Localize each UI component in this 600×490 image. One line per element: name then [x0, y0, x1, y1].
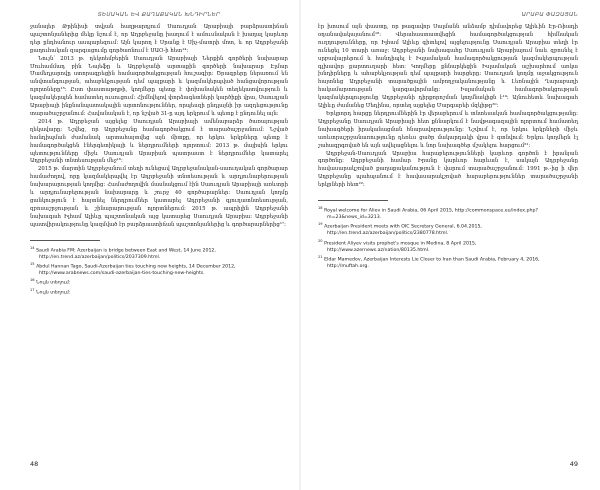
footnote-text: Նույն տեղում:: [36, 290, 71, 296]
right-page: [300, 0, 600, 490]
left-paragraph: Նույն՝ 2013 թ. դեկտեմբերին Սաուդյան Արաբիայի Ներքին գործերի նախարար Մուհամմադ բին Նայեֆը և Ադրբեջանի արտաքին գործերի նախարար Էլմար Մամեդյարովը ստորագրեցին համագործակցության հուշագիր: Ծրագրերը ներառում են անվտանգության, ահաբեկչության դեմ պայքարի և կազմակերպված հանցավորության ոլորտները¹⁵: Ըստ փաստաթղթի, կողմերը պետք է փոխանակեն տեղեկատվություն և կազմակերպեն համատեղ ուսուցում: Հիմնվելով փորձագետների կարծիքի վրա, Սաուդյան Արաբիայի ինքնանպատակային արտոնություններ, որպեսզի ընդլայնի իր ազդեցությունը տարածաշրջանում: Հավանական է, որ նշված 31-ը այդ երկրում և պետք է ընդունել այն:: [30, 55, 288, 117]
footnote-number: 21: [318, 255, 323, 260]
footnote-number: 20: [318, 238, 323, 243]
footnote-text: Royal welcome for Aliev in Saudi Arabia, 06 April 2015, http://commonspace.eu/index.php?m=23&news_id=3213.: [324, 208, 538, 220]
footnote-number: 17: [30, 288, 35, 293]
footnote: [318, 221, 578, 237]
footnote: [318, 238, 578, 254]
footnote-text: Abdul Hannan Tago, Saudi-Azerbaijan ties touching new heights, 14 December 2012, http://www.arabnews.com/saudi-azerbaijan-ties-touching-new-heights.: [36, 264, 236, 276]
footnote: [318, 254, 578, 270]
footnote: [30, 277, 288, 287]
footnote-text: Նույն տեղում:: [36, 280, 71, 286]
left-running-head: ՏԵՍԱԿԱՆ ԵՎ ՔԱՂԱՔԱԿԱՆ ԽՆԴԻՐՆԵՐ: [97, 12, 221, 18]
right-paragraph: Ադրբեջան-Սաուդյան Արաբիա հարաբերությունների կարևոր գործոն է իրանյան գործոնը: Ադրբեջանի համար Իրանը կարևոր հարևան է, սակայն Ադրբեջանը հավասարակշռված քաղաքականություն է վարում տարածաշրջանում: 1991 թ.-ից ի վեր Ադրբեջանը պահպանում է հավասարակշռված հարաբերություններ տարածաշրջանի երկրների հետ²²:: [318, 150, 578, 189]
footnote: [30, 245, 288, 261]
left-footnote-rule: [30, 240, 100, 241]
right-paragraph: էր խոսում այն փաստը, որ թագավոր Սալմանն անձամբ դիմավորեց Ալիևին Էր-Ռիադի օդանավակայանում¹⁸: Վերահաստատվեցին համագործակցության հիմնական ուղղությունները, որ Իլհամ Ալիևը գիտելով այցելությունը Սաուդյան Արաբիա տեղի էր ունեցել 10 տարի առաջ: Ադրբեջանի նախագահը Սաուդյան Արաբիայում նաև զբոսնել է սրբավայրերում և հանդիպել է Իսլամական համագործակցության կազմակերպության գլխավոր քարտուղարի հետ: Կողմերը քննարկեցին Իսլամական աշխարհում առկա խնդիրները և ահաբեկչության դեմ պայքարի հարցերը: Սաուդյան կողմը աջակցություն հայտնեց Ադրբեջանի տարածքային ամբողջականությանը և Լեռնային Ղարաբաղի հակամարտության կարգավորմանը: Իսլամական համագործակցության կազմակերպությունը Ադրբեջանի դիրքորոշման կողմնակիցն է¹⁹: Այնուհետև նախագահ Ալիևը ժամանեց Մեդինա, որտեղ այցելեց Մարգարեի մզկիթը²⁰:: [318, 24, 578, 110]
left-page-number: 48: [30, 460, 39, 468]
left-paragraph: 2015 թ. մարտին Ադրբեջանում տեղի ունեցավ Ադրբեջանական-սաուդական գործարար համաժողով, որը կազմակերպվել էր Ադրբեջանի տնտեսության և արդյունաբերության նախարարության կողմից: Համաժողովին մասնակցում էին Սաուդյան Արաբիայի առևտրի և արդյունաբերության նախարարը և շուրջ 40 գործարարներ: Սաուդյան կողմը ցանկություն է հայտնել ներդրումներ կատարել Ադրբեջանի գյուղատնտեսության, զբոսաշրջության և շինարարության ոլորտներում: 2015 թ. ապրիլին Ադրբեջանի նախագահ Իլհամ Ալիևը պաշտոնական այց կատարեց Սաուդյան Արաբիա: Ադրբեջանի պատվիրակությունը կազմված էր բարձրաստիճան պաշտոնյաներից և գործարարներից¹⁷:: [30, 166, 288, 228]
footnote-number: 14: [30, 245, 35, 250]
footnote-text: Saudi Arabia FM: Azerbaijan is bridge between East and West, 14 June 2012, http://en.trend.az/azerbaijan/politics/2037309.html.: [36, 248, 216, 260]
footnote-number: 15: [30, 261, 35, 266]
left-footnotes: [30, 245, 288, 298]
footnote-number: 16: [30, 278, 35, 283]
right-running-head: ԱՐԱԲԱ ՓԱԶԱՅԱՆ: [521, 12, 578, 18]
right-footnote-rule: [318, 200, 388, 201]
right-footnotes: [318, 205, 578, 271]
right-page-number: 49: [569, 460, 578, 468]
footnote-number: 19: [318, 222, 323, 227]
footnote: [30, 287, 288, 297]
footnote-number: 18: [318, 206, 323, 211]
footnote: [318, 205, 578, 221]
footnote-text: President Aliyev visits prophet's mosque in Medina, 8 April 2015, http://www.azernews.az/nation/80135.html.: [324, 241, 477, 253]
right-paragraph: Երկրորդ հարցը ներդրումներին էր վերաբերում և տնտեսական համագործակցությանը: Ադրբեջանը Սաուդյան Արաբիայի հետ քննարկում է նավթագազային ոլորտում համատեղ նախագծերի իրականացման հնարավորությունը: Նշվում է, որ երկու երկրների միջև առևտրաշրջանառությունը դեռևս ցածր մակարդակի վրա է գտնվում: Երկու կողմերն էլ շահագրգռված են այն ավելացնելու և նոր նախագծեր մշակելու հարցում²¹:: [318, 110, 578, 149]
right-body-text: [318, 24, 578, 190]
footnote-text: Eldar Mamedov, Azerbaijan Interests Lie Closer to Iran than Saudi Arabia, February 4, 2016, http://muftah.org.: [324, 257, 540, 270]
left-body-text: [30, 24, 288, 230]
left-paragraph: ջանալեր Թրինիսի տվյան հաղթարդյում Սաուդյան Արաբիայի բարձրաստիճան պաշտոնյաներից մեկը նշում է, որ Ադրբեջանը խաղում է ամուսնական է խաղալ կարևոր դեր ընդհանուր ասպարեզում: Այն կարող է Սրանք է Սիչ-մատրի մոտ, և որ Ադրբեջանի քաղուհական զարգացումը գործառնում է ՍԱՕ-ի հետ¹⁴:: [30, 24, 288, 54]
footnote: [30, 261, 288, 277]
left-paragraph: 2014 թ. Ադրբեջան այցելեց Սաուդյան Արաբիայի ամենաբարձր ծառայության ղեկավարը: Նշվեց, որ Ադրբեջանը համագործակցում է տարածաշրջանում: Նշված հանդիպման ժամանակ արտահայտվեց այն միտքը, որ երկու երկրները պետք է համագործակցեն էներգետիկայի և ներդրումների ոլորտում: 2013 թ. մայիսին երկու պետությունները միջև Սաուդյան Արաբիան պատրաստ է ներդրումներ կատարել Ադրբեջանի տնտեսության մեջ¹⁶:: [30, 118, 288, 165]
footnote-text: Azerbaijan President meets with OIC Secretary General, 6.04.2015, http://en.trend.az/azerbaijan/politics/2380778.html.: [324, 224, 482, 237]
